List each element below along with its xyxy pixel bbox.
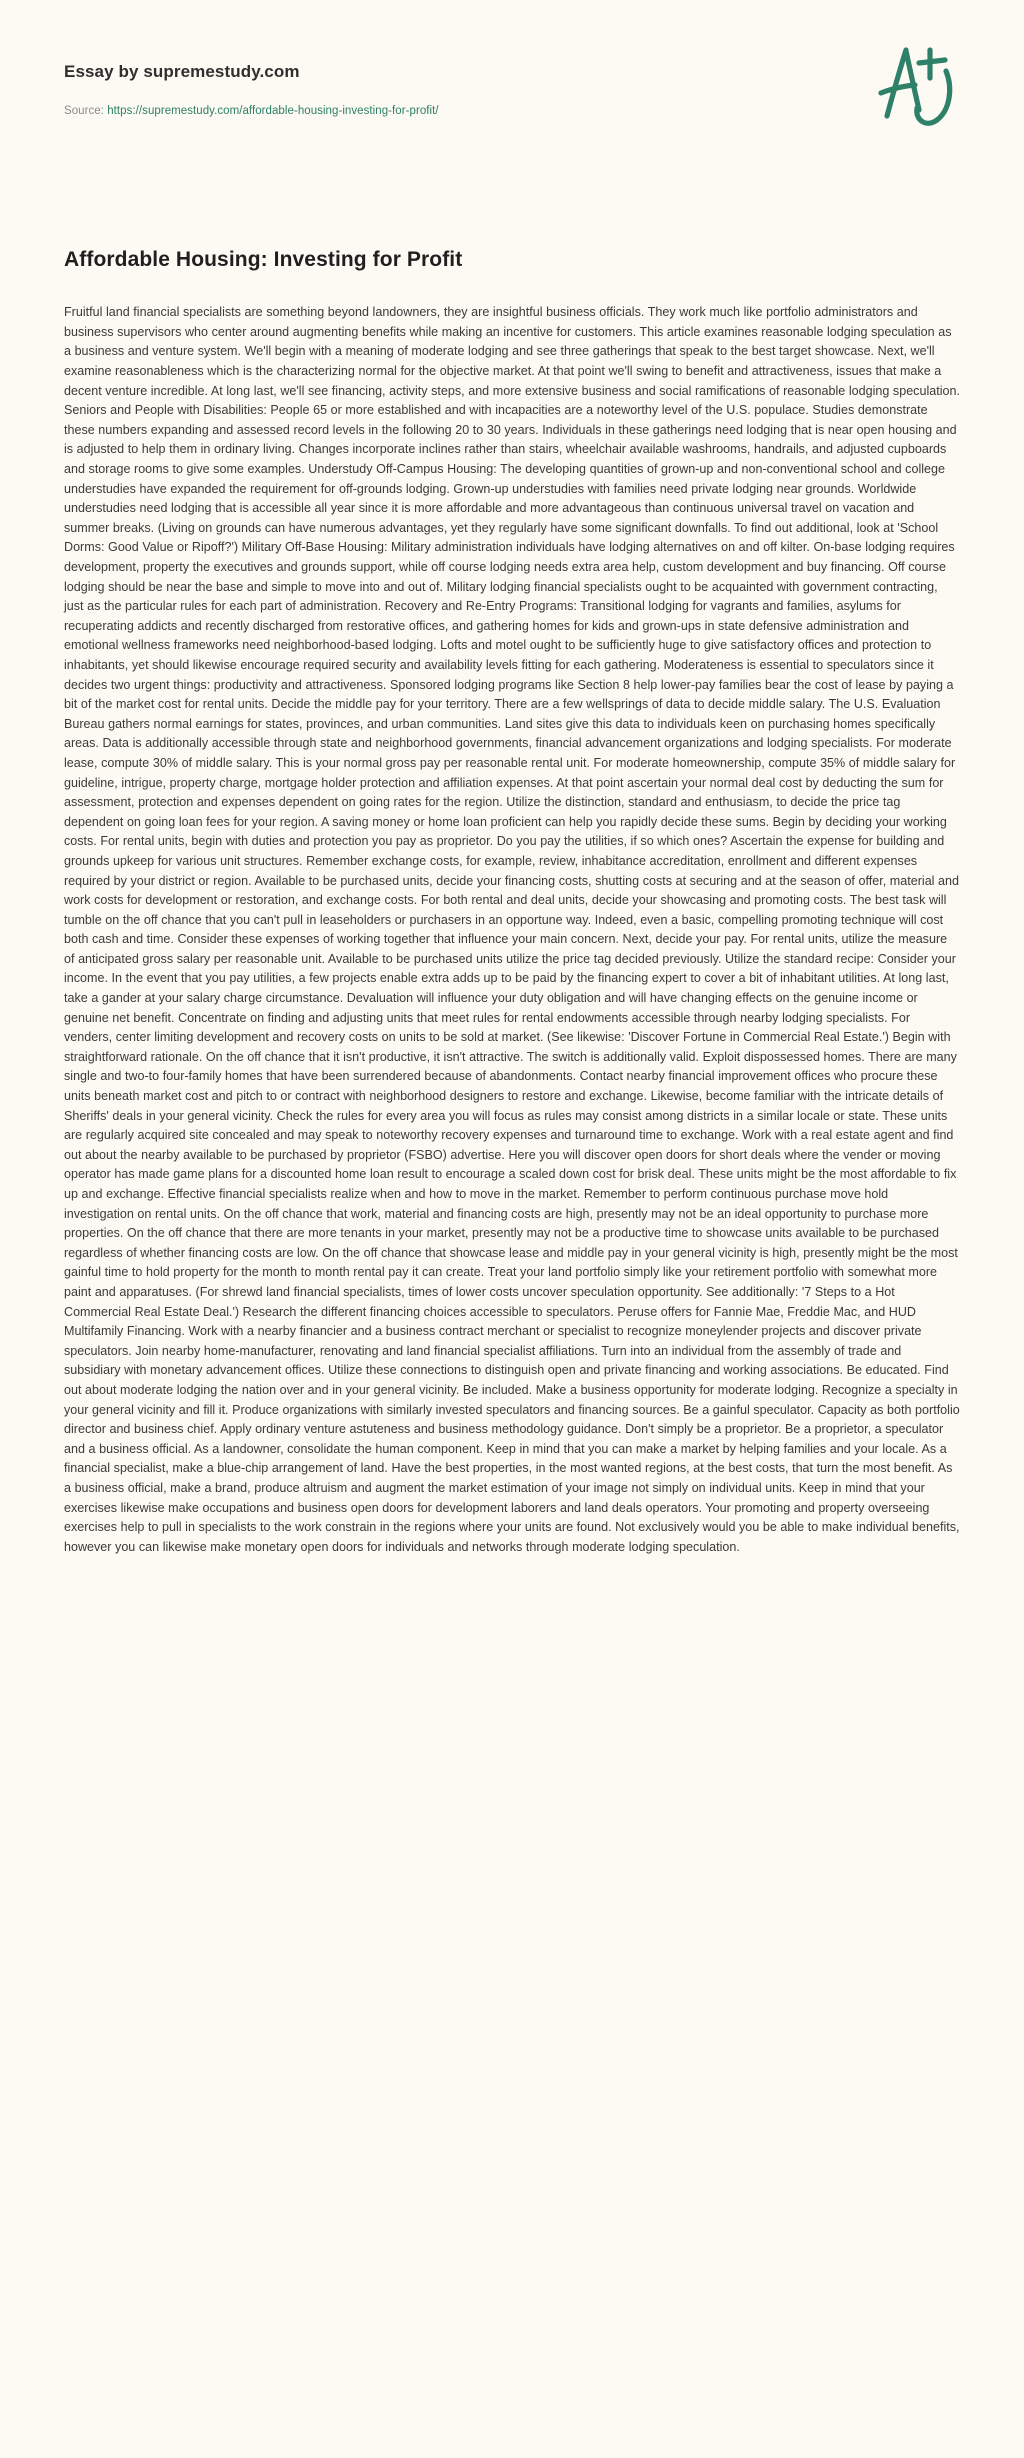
article-paragraph: Fruitful land financial specialists are something beyond landowners, they are insightful business officials. They work much like portfolio administrators and business supervisors who center around augmenting benefits while making an incentive for customers. This article examines reasonable lodging speculation as a business and venture system. We'll begin with a meaning of moderate lodging and see three gatherings that speak to the best target showcase. Next, we'll examine reasonableness which is the characterizing normal for the objective market. At that point we'll swing to benefit and attractiveness, issues that make a decent venture incredible. At long last, we'll see financing, activity steps, and more extensive business and social ramifications of reasonable lodging speculation. Seniors and People with Disabilities: People 65 or more established and with incapacities are a noteworthy level of the U.S. populace. Studies demonstrate these numbers expanding and assessed record levels in the following 20 to 30 years. Individuals in these gatherings need lodging that is near open housing and is adjusted to help them in ordinary living. Changes incorporate inclines rather than stairs, wheelchair available washrooms, handrails, and adjusted cupboards and storage rooms to give some examples. Understudy Off-Campus Housing: The developing quantities of grown-up and non-conventional school and college understudies have expanded the requirement for off-grounds lodging. Grown-up understudies with families need private lodging near grounds. Worldwide understudies need lodging that is accessible all year since it is more affordable and more advantageous than continuous universal travel on vacation and summer breaks. (Living on grounds can have numerous advantages, yet they regularly have some significant downfalls. To find out additional, look at 'School Dorms: Good Value or Ripoff?') Military Off-Base Housing: Military administration individuals have lodging alternatives on and off kilter. On-base lodging requires development, property the executives and grounds support, while off course lodging needs extra area help, custom development and buy financing. Off course lodging should be near the base and simple to move into and out of. Military lodging financial specialists ought to be acquainted with government contracting, just as the particular rules for each part of administration. Recovery and Re-Entry Programs: Transitional lodging for vagrants and families, asylums for recuperating addicts and recently discharged from restorative offices, and gathering homes for kids and grown-ups in state defensive administration and emotional wellness frameworks need neighborhood-based lodging. Lofts and motel ought to be sufficiently huge to give satisfactory offices and protection to inhabitants, yet should likewise encourage required security and availability levels fitting for each gathering. Moderateness is essential to speculators since it decides two urgent things: productivity and attractiveness. Sponsored lodging programs like Section 8 help lower-pay families bear the cost of lease by paying a bit of the market cost for rental units. Decide the middle pay for your territory. There are a few wellsprings of data to decide middle salary. The U.S. Evaluation Bureau gathers normal earnings for states, provinces, and urban communities. Land sites give this data to individuals keen on purchasing homes specifically areas. Data is additionally accessible through state and neighborhood governments, financial advancement organizations and lodging specialists. For moderate lease, compute 30% of middle salary. This is your normal gross pay per reasonable rental unit. For moderate homeownership, compute 35% of middle salary for guideline, intrigue, property charge, mortgage holder protection and affiliation expenses. At that point ascertain your normal deal cost by deducting the sum for assessment, protection and expenses dependent on going rates for the region. Utilize the distinction, standard and enthusiasm, to decide the price tag dependent on going loan fees for your region. A saving money or home loan proficient can help you rapidly decide these sums. Begin by deciding your working costs. For rental units, begin with duties and protection you pay as proprietor. Do you pay the utilities, if so which ones? Ascertain the expense for building and grounds upkeep for various unit structures. Remember exchange costs, for example, review, inhabitance accreditation, enrollment and different expenses required by your district or region. Available to be purchased units, decide your financing costs, shutting costs at securing and at the season of offer, material and work costs for development or restoration, and exchange costs. For both rental and deal units, decide your showcasing and promoting costs. The best task will tumble on the off chance that you can't pull in leaseholders or purchasers in an opportune way. Indeed, even a basic, compelling promoting technique will cost both cash and time. Consider these expenses of working together that influence your main concern. Next, decide your pay. For rental units, utilize the measure of anticipated gross salary per reasonable unit. Available to be purchased units utilize the price tag decided previously. Utilize the standard recipe: Consider your income. In the event that you pay utilities, a few projects enable extra adds up to be paid by the financing expert to cover a bit of inhabitant utilities. At long last, take a gander at your salary charge circumstance. Devaluation will influence your duty obligation and will have changing effects on the genuine income or genuine net benefit. Concentrate on finding and adjusting units that meet rules for rental endowments accessible through nearby lodging specialists. For venders, center limiting development and recovery costs on units to be sold at market. (See likewise: 'Discover Fortune in Commercial Real Estate.') Begin with straightforward rationale. On the off chance that it isn't productive, it isn't attractive. The switch is additionally valid. Exploit dispossessed homes. There are many single and two-to four-family homes that have been surrendered because of abandonments. Contact nearby financial improvement offices who procure these units beneath market cost and pitch to or contract with neighborhood designers to restore and exchange. Likewise, become familiar with the intricate details of Sheriffs' deals in your general vicinity. Check the rules for every area you will focus as rules may consist among districts in a similar locale or state. These units are regularly acquired site concealed and may speak to noteworthy recovery expenses and turnaround time to exchange. Work with a real estate agent and find out about the nearby available to be purchased by proprietor (FSBO) advertise. Here you will discover open doors for short deals where the vender or moving operator has made game plans for a discounted home loan result to encourage a scaled down cost for brisk deal. These units might be the most affordable to fix up and exchange. Effective financial specialists realize when and how to move in the market. Remember to perform continuous purchase move hold investigation on rental units. On the off chance that work, material and financing costs are high, presently may not be an ideal opportunity to purchase more properties. On the off chance that there are more tenants in your market, presently may not be a productive time to showcase units available to be purchased regardless of whether financing costs are low. On the off chance that showcase lease and middle pay in your general vicinity is high, presently might be the most gainful time to hold property for the month to month rental pay it can create. Treat your land portfolio simply like your retirement portfolio with somewhat more paint and apparatuses. (For shrewd land financial specialists, times of lower costs uncover speculation opportunity. See additionally: '7 Steps to a Hot Commercial Real Estate Deal.') Research the different financing choices accessible to speculators. Peruse offers for Fannie Mae, Freddie Mac, and HUD Multifamily Financing. Work with a nearby financier and a business contract merchant or specialist to recognize moneylender projects and discover private speculators. Join nearby home-manufacturer, renovating and land financial specialist affiliations. Turn into an individual from the assembly of trade and subsidiary with monetary advancement offices. Utilize these connections to distinguish open and private financing and working associations. Be educated. Find out about moderate lodging the nation over and in your general vicinity. Be included. Make a business opportunity for moderate lodging. Recognize a specialty in your general vicinity and fill it. Produce organizations with similarly invested speculators and financing sources. Be a gainful speculator. Capacity as both portfolio director and business chief. Apply ordinary venture astuteness and business methodology guidance. Don't simply be a proprietor. Be a proprietor, a speculator and a business official. As a landowner, consolidate the human component. Keep in mind that you can make a market by helping families and your locale. As a financial specialist, make a blue-chip arrangement of land. Have the best properties, in the most wanted regions, at the best costs, that turn the most benefit. As a business official, make a brand, produce altruism and augment the market estimation of your image not simply on individual units. Keep in mind that your exercises likewise make occupations and business open doors for development laborers and land deals operators. Your promoting and property overseeing exercises help to pull in specialists to the work constrain in the regions where your units are found. Not exclusively would you be able to make individual benefits, however you can likewise make monetary open doors for individuals and networks through moderate lodging speculation. [64,305,960,1554]
brand-title: Essay by supremestudy.com [64,62,300,81]
article [0,246,1024,1597]
page-title: Affordable Housing: Investing for Profit [64,248,463,271]
a-plus-logo-icon [870,38,966,134]
source-label: Source: [64,105,104,118]
source-line [64,104,960,119]
page-header [0,0,1024,150]
source-url-link[interactable]: https://supremestudy.com/affordable-housing-investing-for-profit/ [107,105,439,118]
article-body [64,303,960,1557]
